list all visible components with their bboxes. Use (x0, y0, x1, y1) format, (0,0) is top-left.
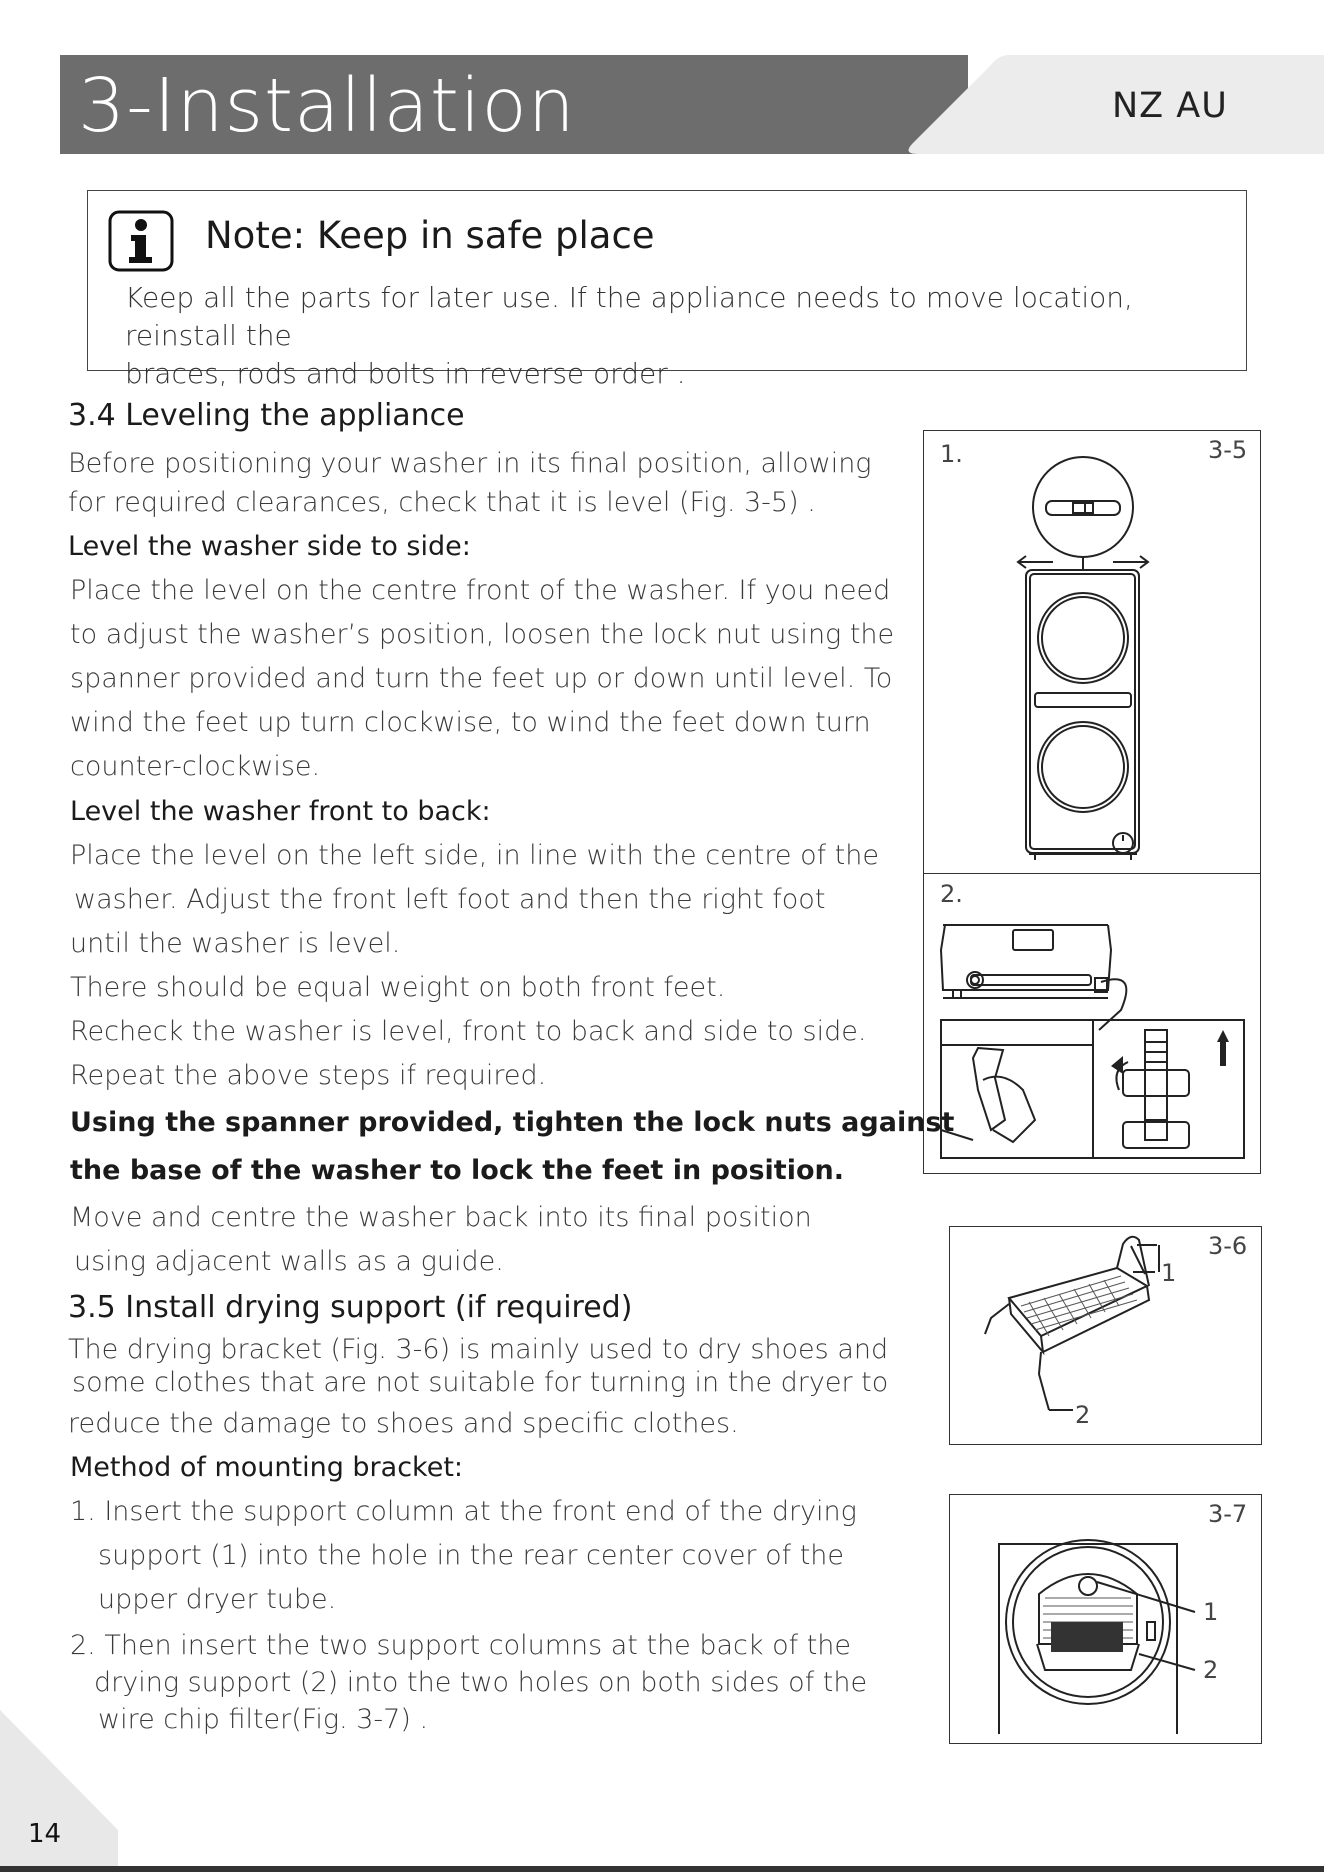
subheading-front-to-back: Level the washer front to back: (70, 796, 491, 827)
drying-bracket-illustration (949, 1226, 1262, 1445)
figure-3-5-panel-1-label: 1. (940, 440, 963, 468)
lock-nuts-instruction: Using the spanner provided, tighten the lock nuts against the base of the washer to lock the feet in position. (70, 1107, 955, 1186)
info-icon (107, 209, 175, 273)
figure-3-5-label: 3-5 (1208, 436, 1248, 464)
section-3-4-intro: Before positioning your washer in its final position, allowing for required clearances, check that it is level (Fig. 3-5) . (68, 448, 872, 518)
page-title: 3-Installation (78, 63, 576, 149)
figure-3-7-callout-2: 2 (1203, 1656, 1219, 1684)
page-number: 14 (28, 1819, 62, 1849)
front-to-back-text: Place the level on the left side, in line with the centre of the washer. Adjust the front left foot and then the right foot until the washer is level. There should be equal weight on both front feet. Recheck the washer is level, front to back and side to side. Repeat the above steps if required. (70, 840, 879, 1091)
region-label: NZ AU (1112, 86, 1228, 126)
section-3-5-intro: The drying bracket (Fig. 3-6) is mainly used to dry shoes and some clothes that are not suitable for turning in the dryer to reduce the damage to shoes and specific clothes. (68, 1334, 889, 1439)
figure-3-7-callout-1: 1 (1203, 1598, 1219, 1626)
section-heading-3-5: 3.5 Install drying support (if required) (68, 1290, 633, 1325)
figure-3-6-label: 3-6 (1208, 1232, 1248, 1260)
step-1-text: 1. Insert the support column at the front end of the drying support (1) into the hole in the rear center cover of the upper dryer tube. (70, 1496, 857, 1615)
figure-3-6-callout-1: 1 (1161, 1259, 1177, 1287)
step-2-text: 2. Then insert the two support columns at the back of the drying support (2) into the two holes on both sides of the wire chip filter(Fig. 3-7) . (70, 1630, 868, 1735)
section-heading-3-4: 3.4 Leveling the appliance (68, 398, 465, 433)
side-to-side-text: Place the level on the centre front of the washer. If you need to adjust the washer’s position, loosen the lock nut using the spanner provided and turn the feet up or down until level. To wind the feet up turn clockwise, to wind the feet down turn counter-clockwise. (70, 575, 895, 782)
washer-level-illustration (923, 430, 1261, 1174)
figure-3-7-label: 3-7 (1208, 1500, 1248, 1528)
bottom-border (0, 1866, 1324, 1872)
note-title: Note: Keep in safe place (205, 214, 655, 257)
figure-3-5-panel-2-label: 2. (940, 880, 963, 908)
subheading-side-to-side: Level the washer side to side: (68, 531, 471, 562)
figure-3-6-callout-2: 2 (1075, 1401, 1091, 1429)
final-position-text: Move and centre the washer back into its final position using adjacent walls as a guide. (70, 1202, 812, 1277)
page-corner-shape (0, 1700, 130, 1872)
note-text: Keep all the parts for later use. If the appliance needs to move location, reinstall the braces, rods and bolts in reverse order . (125, 281, 1133, 390)
wire-chip-filter-illustration (949, 1494, 1262, 1744)
subheading-method: Method of mounting bracket: (70, 1452, 464, 1483)
